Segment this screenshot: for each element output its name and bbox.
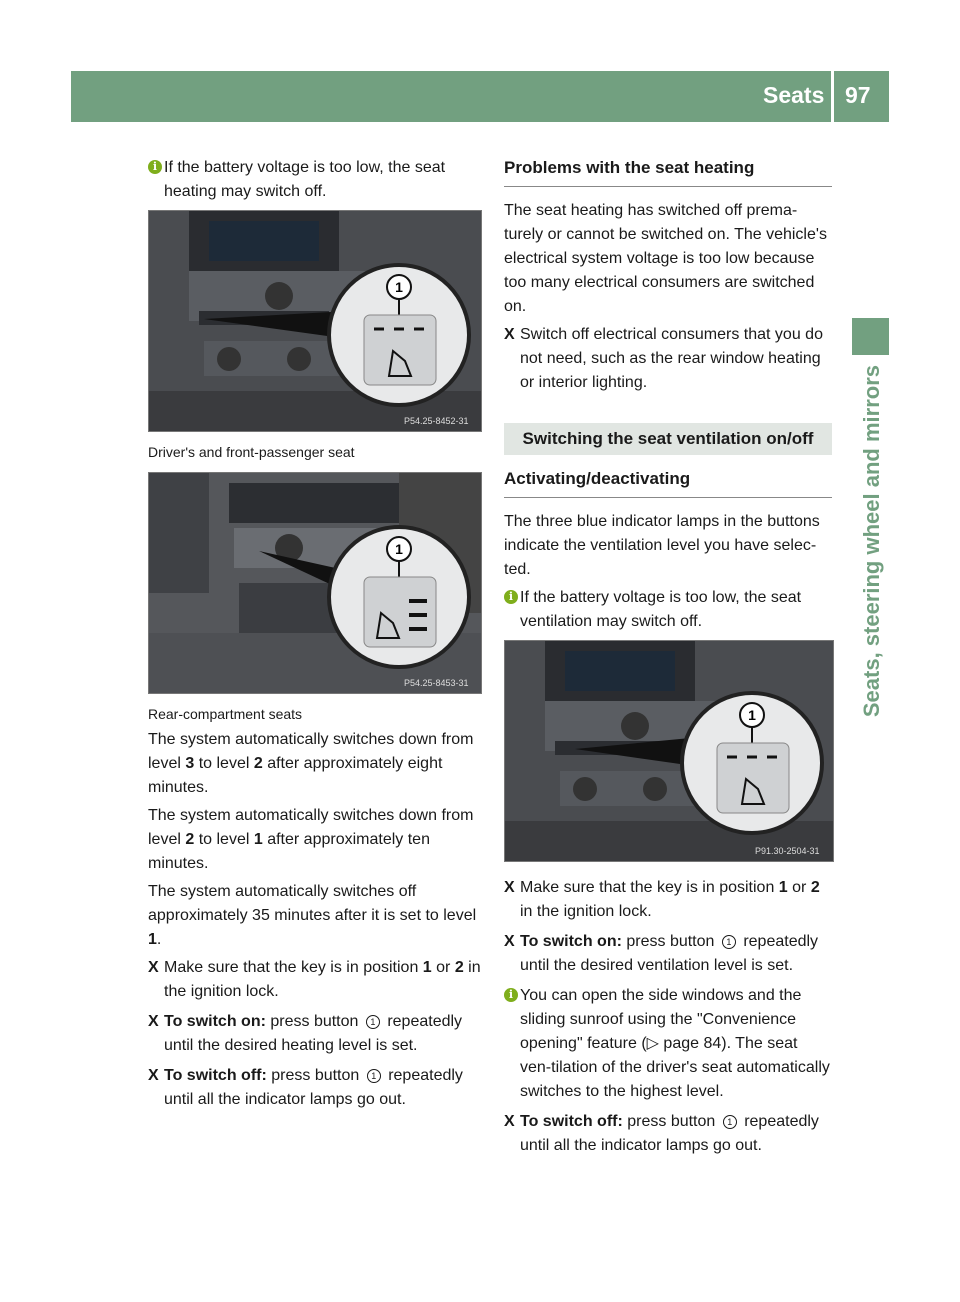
instruction-step: X Switch off electrical consumers that you do not need, such as the rear window heating or interior lighting. <box>504 323 832 395</box>
info-note: i If the battery voltage is too low, the seat heating may switch off. <box>148 156 482 204</box>
paragraph: The seat heating has switched off prema-turely or cannot be switched on. The vehicle's electrical system voltage is too low because too many electrical consumers are switched on. <box>504 202 827 315</box>
step-marker: X <box>148 1067 159 1084</box>
step-marker: X <box>504 879 515 896</box>
rear-seat-heating-photo <box>148 472 482 694</box>
button-1-reference: 1 <box>367 1069 381 1083</box>
left-column <box>148 156 482 1118</box>
step-marker: X <box>504 326 515 343</box>
side-tab-marker <box>852 318 889 355</box>
info-icon: i <box>148 160 162 174</box>
button-1-reference: 1 <box>723 1115 737 1129</box>
instruction-step: X To switch on: press button 1 repeatedly until the desired ventilation level is set. <box>504 930 832 978</box>
header-divider <box>831 71 834 122</box>
step-marker: X <box>148 1013 159 1030</box>
section-heading: Activating/deactivating <box>504 467 832 498</box>
side-tab-label: Seats, steering wheel and mirrors <box>859 365 884 718</box>
paragraph: The system automatically switches off approximately 35 minutes after it is set to level 1. <box>148 883 477 948</box>
section-heading: Problems with the seat heating <box>504 156 832 187</box>
info-note: i If the battery voltage is too low, the seat ventilation may switch off. <box>504 586 832 634</box>
info-icon: i <box>504 988 518 1002</box>
instruction-step: X To switch on: press button 1 repeatedly until the desired heating level is set. <box>148 1010 482 1058</box>
step-marker: X <box>148 959 159 976</box>
paragraph: The system automatically switches down from level 3 to level 2 after approximately eight minutes. <box>148 731 474 796</box>
step-marker: X <box>504 933 515 950</box>
button-1-reference: 1 <box>722 935 736 949</box>
svg-text:1: 1 <box>395 541 403 557</box>
button-1-reference: 1 <box>366 1015 380 1029</box>
info-note: i You can open the side windows and the sliding sunroof using the "Convenience opening" feature (▷ page 84). The seat ven-tilation of the driver's seat automatically switches to the highest level. <box>504 984 832 1104</box>
svg-text:P54.25-8453-31: P54.25-8453-31 <box>404 678 469 688</box>
front-seat-heating-photo <box>148 210 482 432</box>
step-marker: X <box>504 1113 515 1130</box>
instruction-step: X To switch off: press button 1 repeatedly until all the indicator lamps go out. <box>504 1110 832 1158</box>
page-reference-arrow-icon: ▷ <box>646 1035 659 1052</box>
svg-text:P54.25-8452-31: P54.25-8452-31 <box>404 416 469 426</box>
svg-text:1: 1 <box>748 707 756 723</box>
info-icon: i <box>504 590 518 604</box>
paragraph: The system automatically switches down from level 2 to level 1 after approximately ten minutes. <box>148 807 474 872</box>
photo-caption: Driver's and front-passenger seat <box>148 444 355 460</box>
svg-text:1: 1 <box>395 279 403 295</box>
section-title: Seats <box>763 82 825 108</box>
paragraph: The three blue indicator lamps in the buttons indicate the ventilation level you have selec-ted. <box>504 513 820 578</box>
seat-ventilation-photo <box>504 640 834 862</box>
page-number: 97 <box>845 82 871 108</box>
section-band-heading: Switching the seat ventilation on/off <box>504 423 832 455</box>
svg-text:P91.30-2504-31: P91.30-2504-31 <box>755 846 820 856</box>
instruction-step: X To switch off: press button 1 repeatedly until all the indicator lamps go out. <box>148 1064 482 1112</box>
right-column <box>504 156 832 1164</box>
instruction-step: X Make sure that the key is in position 1 or 2 in the ignition lock. <box>148 956 482 1004</box>
photo-caption: Rear-compartment seats <box>148 706 303 722</box>
instruction-step: X Make sure that the key is in position 1 or 2 in the ignition lock. <box>504 876 832 924</box>
